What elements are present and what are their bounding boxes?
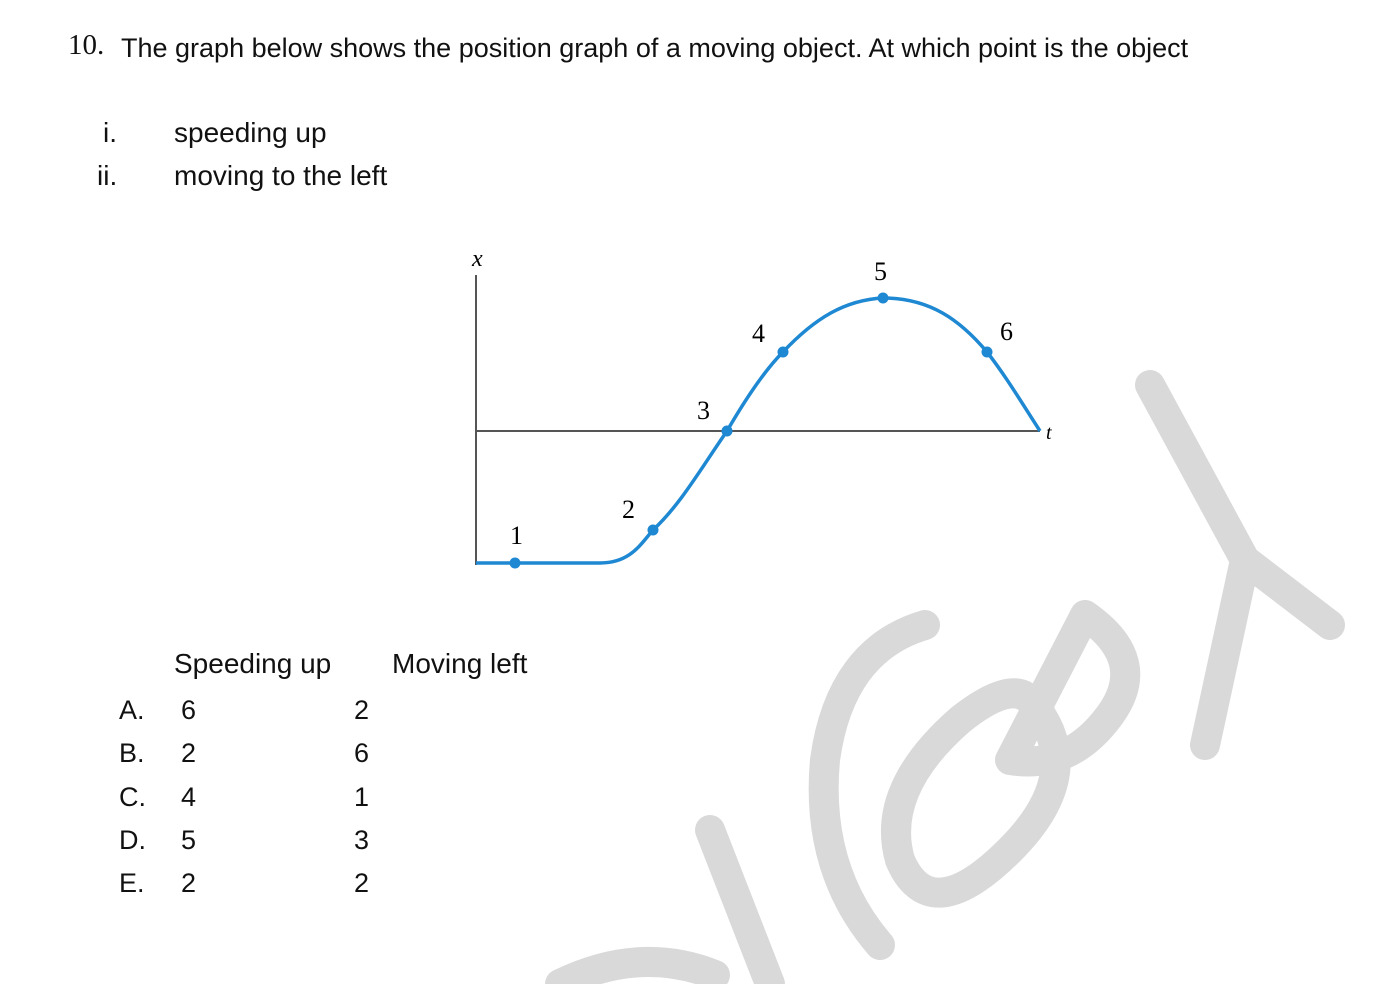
option-letter: C.: [119, 782, 146, 812]
t-axis-label: t: [1046, 422, 1052, 444]
option-speeding-up: 2: [181, 868, 197, 898]
point-2-marker: [648, 525, 659, 536]
sub-item-text: speeding up: [174, 117, 327, 148]
x-axis-label: x: [472, 246, 483, 272]
point-1-marker: [510, 558, 521, 569]
option-speeding-up: 6: [181, 695, 197, 725]
point-6-marker: [982, 347, 993, 358]
point-2-label: 2: [622, 495, 635, 524]
header-speeding-up: Speeding up: [174, 648, 332, 679]
option-speeding-up: 2: [181, 738, 197, 768]
option-letter: A.: [119, 695, 145, 725]
sub-item-marker: ii.: [97, 160, 118, 191]
option-speeding-up: 5: [181, 825, 197, 855]
option-letter: D.: [119, 825, 146, 855]
point-3-label: 3: [697, 396, 710, 425]
option-letter: E.: [119, 868, 145, 898]
point-1-label: 1: [510, 521, 523, 550]
option-moving-left: 1: [354, 782, 370, 812]
option-letter: B.: [119, 738, 145, 768]
point-4-label: 4: [752, 319, 765, 348]
option-moving-left: 2: [354, 695, 370, 725]
option-moving-left: 6: [354, 738, 370, 768]
option-moving-left: 3: [354, 825, 370, 855]
sub-item-text: moving to the left: [174, 160, 388, 191]
question-text: The graph below shows the position graph of a moving object. At which point is the object: [121, 33, 1189, 63]
option-speeding-up: 4: [181, 782, 197, 812]
header-moving-left: Moving left: [392, 648, 528, 679]
point-4-marker: [778, 347, 789, 358]
sub-item-marker: i.: [103, 117, 117, 148]
point-5-marker: [878, 293, 889, 304]
point-5-label: 5: [874, 257, 887, 286]
question-number: 10.: [68, 29, 105, 61]
point-6-label: 6: [1000, 317, 1013, 346]
point-3-marker: [722, 426, 733, 437]
option-moving-left: 2: [354, 868, 370, 898]
